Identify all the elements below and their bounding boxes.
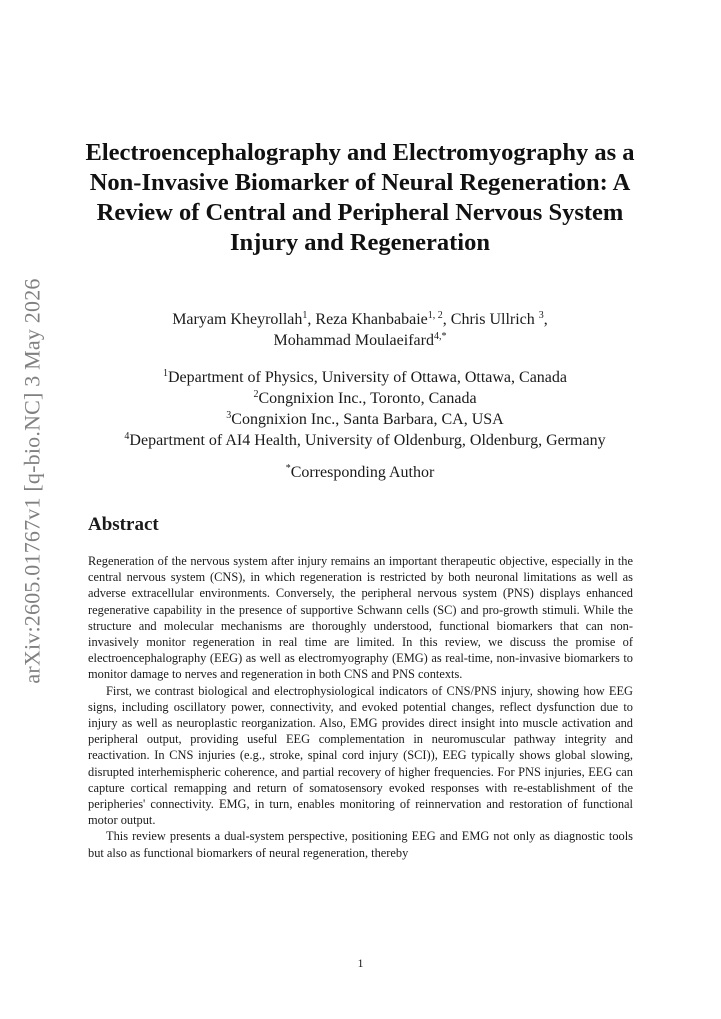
author-name: Maryam Kheyrollah [172,311,303,328]
affiliation [70,367,660,388]
author-separator: , [442,311,451,328]
author-affiliation-mark: 1 [302,310,308,321]
author-name: Reza Khanbabaie [315,311,428,328]
abstract-heading: Abstract [88,514,159,535]
affiliation [70,388,660,409]
author-affiliation-mark: 1, 2 [427,310,443,321]
author-separator: , [307,311,316,328]
abstract-paragraph: Regeneration of the nervous system after injury remains an important therapeutic objective, especially in the central nervous system (CNS), in which regeneration is restricted by both neuronal limitations as well as adverse extracellular environments. Conversely, the peripheral nervous system (PNS) displays enhanced regenerative capability in the presence of supportive Schwann cells (SC) and pro-growth stimuli. While the structure and molecular mechanisms are thoroughly understood, functional biomarkers that can non-invasively monitor regeneration in real time are limited. In this review, we discuss the promise of electroencephalography (EEG) as well as electromyography (EMG) as real-time, non-invasive biomarkers to monitor damage to nerves and regeneration in both CNS and PNS contexts. [88,554,633,682]
arxiv-stamp-text: arXiv:2605.01767v1 [q-bio.NC] 3 May 2026 [20,278,45,684]
affiliation-mark: 3 [226,410,232,421]
affiliation-text: Department of Physics, University of Ottawa, Ottawa, Canada [167,369,567,386]
corresponding-mark: * [285,463,291,474]
affiliation-text: Congnixion Inc., Toronto, Canada [258,390,477,407]
affiliation-text: Department of AI4 Health, University of Oldenburg, Oldenburg, Germany [129,432,606,449]
affiliation-mark: 2 [253,389,259,400]
author-list [100,309,620,351]
author [451,311,548,328]
author-affiliation-mark: 4,* [433,331,447,342]
affiliation-list [70,367,660,451]
page-number: 1 [357,956,364,970]
author-separator: , [543,311,548,328]
author-affiliation-mark: 3 [538,310,544,321]
author [172,311,315,328]
affiliation-mark: 1 [162,368,168,379]
abstract-body [88,553,633,861]
abstract-paragraph: This review presents a dual-system perspective, positioning EEG and EMG not only as diagnostic tools but also as functional biomarkers of neural regeneration, thereby [88,829,633,860]
abstract-paragraph: First, we contrast biological and electrophysiological indicators of CNS/PNS injury, showing how EEG signs, including oscillatory power, connectivity, and evoked potential changes, reflect dysfunction due to injury as well as neuroplastic reorganization. Also, EMG provides direct insight into muscle activation and peripheral output, providing useful EEG complementation in neuromuscular pathway integrity and reactivation. In CNS injuries (e.g., stroke, spinal cord injury (SCI)), EEG typically shows global slowing, disrupted interhemispheric coherence, and partial recovery of higher frequencies. For PNS injuries, EEG can capture cortical remapping and return of somatosensory evoked responses with re-establishment of the peripheries' connectivity. EMG, in turn, enables monitoring of reinnervation and restoration of functional motor output. [88,683,633,828]
affiliation [70,430,660,451]
arxiv-stamp [14,278,52,684]
corresponding-author-note [100,462,620,483]
author-name: Mohammad Moulaeifard [273,332,434,349]
affiliation-mark: 4 [124,431,130,442]
paper-title: Electroencephalography and Electromyography as a Non-Invasive Biomarker of Neural Regeneration: A Review of Central and Peripheral Nervous System Injury and Regeneration [85,139,635,256]
affiliation-text: Congnixion Inc., Santa Barbara, CA, USA [231,411,504,428]
author [315,311,450,328]
author-name: Chris Ullrich [450,311,539,328]
affiliation [70,409,660,430]
corresponding-text: Corresponding Author [290,464,435,481]
author [274,332,447,349]
